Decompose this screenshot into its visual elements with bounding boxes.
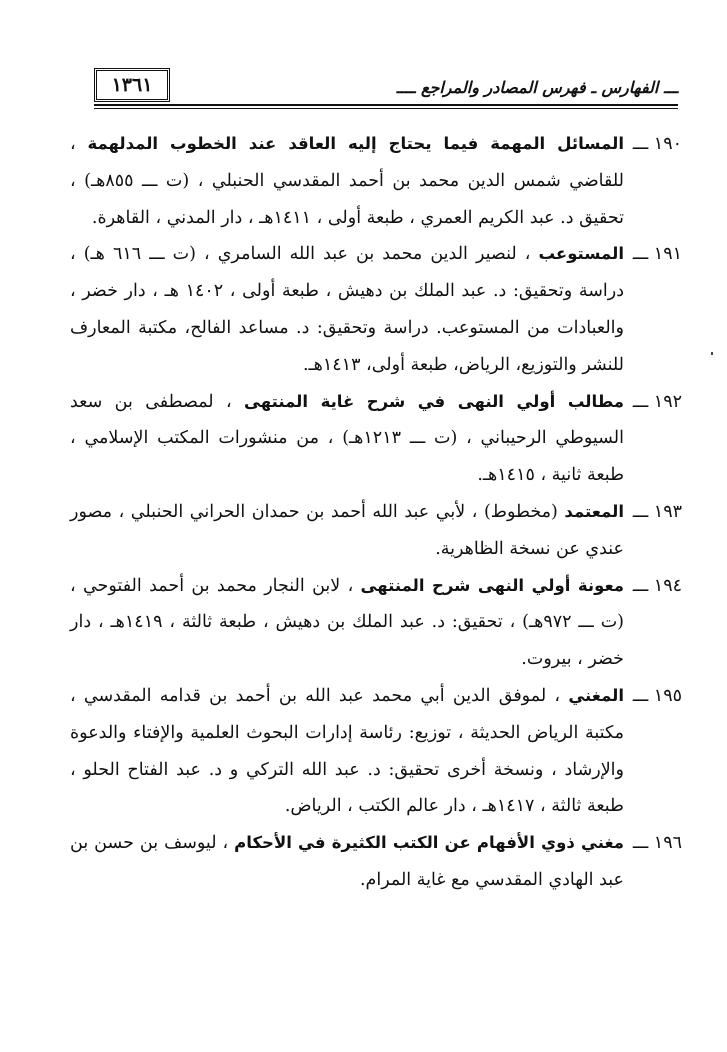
entry-title: المغني: [568, 685, 624, 705]
entry-dash: ـــ: [632, 575, 649, 596]
entry-title: مغني ذوي الأفهام عن الكتب الكثيرة في الأحكام: [234, 833, 624, 853]
entry-title: المعتمد: [564, 501, 624, 521]
page-number: ١٣٦١: [94, 68, 170, 102]
bibliography-entry: [70, 494, 682, 568]
entry-title: معونة أولي النهى شرح المنتهى: [360, 575, 624, 595]
bibliography-entry: [70, 825, 682, 899]
running-title: ـــ الفهارس ـ فهرس المصادر والمراجع ــــ: [396, 78, 678, 97]
running-header: [78, 66, 678, 112]
bibliography-list: [70, 126, 682, 899]
entry-details: ، لموفق الدين أبي محمد عبد الله بن أحمد بن قدامه المقدسي ، مكتبة الرياض الحديثة ، توزيع: رئاسة إدارات البحوث العلمية والإفتاء والدعوة والإرشاد ، ونسخة أخرى تحقيق: د. عبد الله التركي و د. عبد الفتاح الحلو ، طبعة ثالثة ، ١٤١٧هـ ، دار عالم الكتب ، الرياض.: [70, 685, 624, 817]
entry-number: ١٩٠: [653, 134, 682, 154]
entry-title: مطالب أولي النهى في شرح غاية المنتهى: [244, 391, 624, 411]
entry-dash: ـــ: [632, 134, 649, 154]
bibliography-entry: [70, 678, 682, 825]
entry-details: ، لنصير الدين محمد بن عبد الله السامري ، (ت ـــ ٦١٦ هـ) ، دراسة وتحقيق: د. عبد الملك بن دهيش ، طبعة أولى ، ١٤٠٢ هـ ، دار خضر ، والعبادات من المستوعب. دراسة وتحقيق: د. مساعد الفالح، مكتبة المعارف للنشر والتوزيع، الرياض، طبعة أولى، ١٤١٣هـ.: [70, 244, 624, 375]
bibliography-entry: [70, 384, 682, 494]
entry-number: ١٩٤: [653, 575, 682, 596]
bibliography-entry: [70, 568, 682, 678]
entry-number: ١٩٥: [653, 685, 682, 706]
entry-title: المسائل المهمة فيما يحتاج إليه العاقد عند الخطوب المدلهمة: [87, 134, 624, 153]
header-rule-thin: [94, 108, 678, 109]
entry-dash: ـــ: [632, 391, 649, 412]
entry-number: ١٩١: [653, 244, 682, 265]
entry-title: المستوعب: [538, 244, 624, 264]
entry-details: (مخطوط) ، لأبي عبد الله أحمد بن حمدان الحراني الحنبلي ، مصور عندي عن نسخة الظاهرية.: [70, 501, 624, 559]
entry-details: ، لابن النجار محمد بن أحمد الفتوحي ، (ت ـــ ٩٧٢هـ) ، تحقيق: د. عبد الملك بن دهيش ، طبعة ثالثة ، ١٤١٩هـ ، دار خضر ، بيروت.: [70, 575, 625, 670]
header-rule: [94, 104, 678, 106]
entry-dash: ـــ: [632, 833, 649, 854]
entry-dash: ـــ: [632, 244, 649, 265]
entry-number: ١٩٣: [653, 501, 682, 522]
entry-details: ، لمصطفى بن سعد السيوطي الرحيباني ، (ت ـــ ١٢١٣هـ) ، من منشورات المكتب الإسلامي ، طبعة ثانية ، ١٤١٥هـ.: [70, 391, 624, 486]
entry-dash: ـــ: [632, 501, 649, 522]
entry-number: ١٩٦: [653, 833, 682, 854]
bibliography-entry: [70, 126, 682, 236]
entry-details: ، ليوسف بن حسن بن عبد الهادي المقدسي مع غاية المرام.: [70, 833, 624, 890]
bibliography-entry: [70, 236, 682, 383]
entry-dash: ـــ: [632, 685, 649, 706]
entry-number: ١٩٢: [653, 391, 682, 412]
scan-mark: [711, 352, 713, 355]
entry-details: ، للقاضي شمس الدين محمد بن أحمد المقدسي الحنبلي ، (ت ـــ ٨٥٥هـ) ، تحقيق د. عبد الكريم العمري ، طبعة أولى ، ١٤١١هـ ، دار المدني ، القاهرة.: [70, 134, 624, 228]
